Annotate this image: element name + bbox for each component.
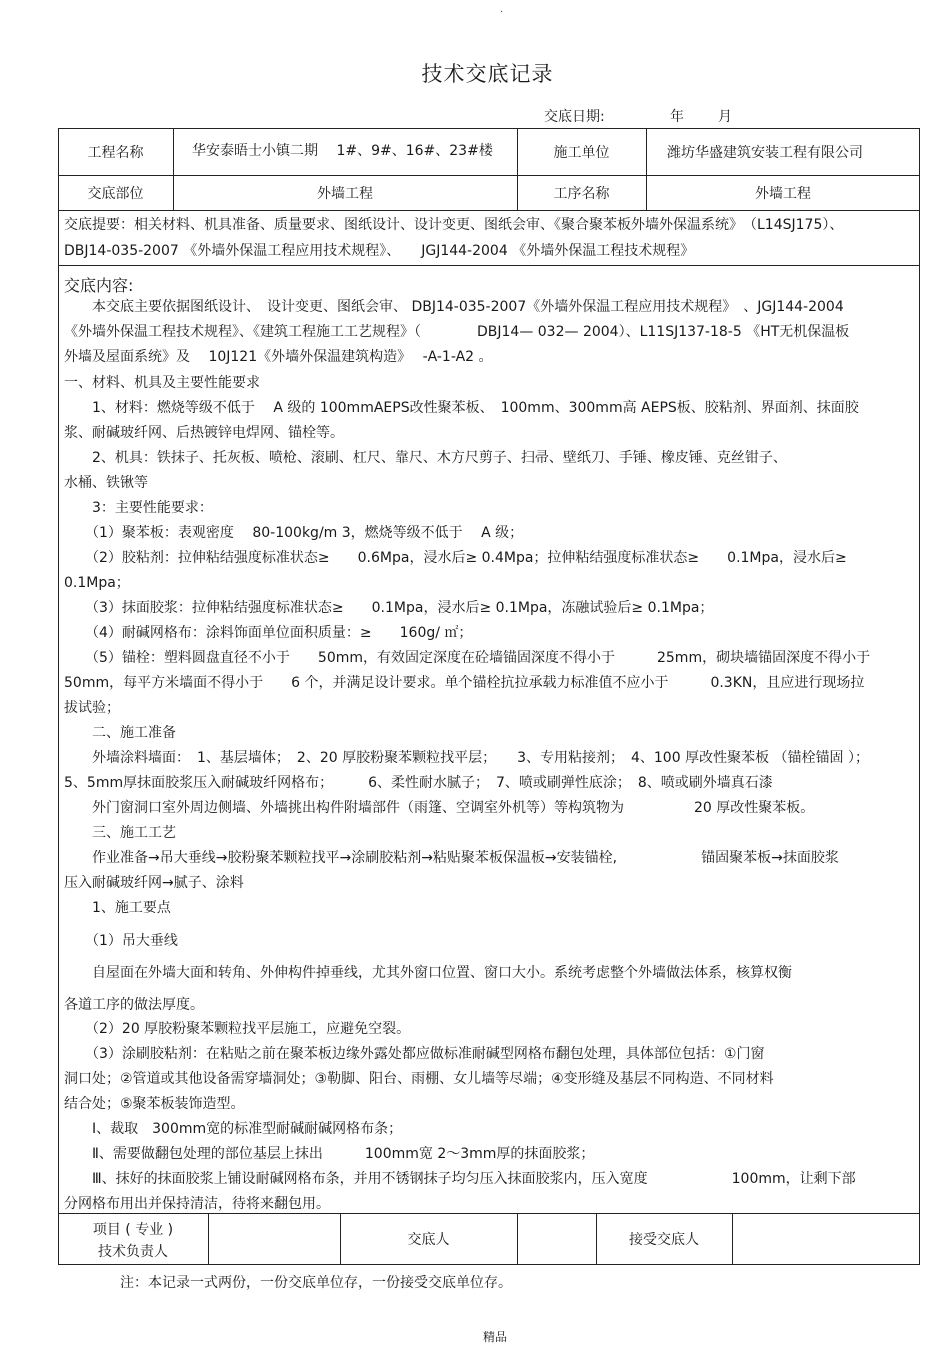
content-line: 三、施工工艺 bbox=[64, 825, 176, 841]
row-divider bbox=[58, 210, 920, 211]
content-line: （3）抹面胶浆：拉伸粘结强度标准状态≥ 0.1Mpa，浸水后≥ 0.1Mpa，冻融试验后≥ 0.1Mpa； bbox=[64, 600, 714, 616]
content-line: 拔试验； bbox=[64, 700, 120, 716]
content-line: Ⅲ、抹好的抹面胶浆上铺设耐碱网格布条，并用不锈钢抹子均匀压入抹面胶浆内，压入宽度 100mm，让剩下部 bbox=[64, 1171, 856, 1187]
content-line: （1）吊大垂线 bbox=[64, 933, 178, 949]
summary-line: DBJ14-035-2007 《外墙外保温工程应用技术规程》、 JGJ144-2004 《外墙外保温工程技术规程》 bbox=[64, 243, 695, 259]
content-line: 水桶、铁锹等 bbox=[64, 475, 148, 491]
content-line: （2）20 厚胶粉聚苯颗粒找平层施工，应避免空裂。 bbox=[64, 1021, 411, 1037]
content-line: （2）胶粘剂：拉伸粘结强度标准状态≥ 0.6Mpa，浸水后≥ 0.4Mpa；拉伸粘结强度标准状态≥ 0.1Mpa，浸水后≥ bbox=[64, 550, 847, 566]
content-line: 浆、耐碱玻纤网、后热镀锌电焊网、锚栓等。 bbox=[64, 425, 344, 441]
content-line: 自屋面在外墙大面和转角、外伸构件掉垂线，尤其外窗口位置、窗口大小。系统考虑整个外墙做法体系，核算权衡 bbox=[64, 965, 792, 981]
content-line: 压入耐碱玻纤网→腻子、涂料 bbox=[64, 875, 244, 891]
document-title: 技术交底记录 bbox=[421, 62, 554, 86]
content-line: （5）锚栓：塑料圆盘直径不小于 50mm，有效固定深度在砼墙锚固深度不得小于 25mm，砌块墙锚固深度不得小于 bbox=[64, 650, 871, 666]
receiver-label: 接受交底人 bbox=[629, 1232, 699, 1248]
project-name-label: 工程名称 bbox=[87, 144, 144, 161]
content-line: （3）涂刷胶粘剂：在粘贴之前在聚苯板边缘外露处都应做标准耐碱型网格布翻包处理，具体部位包括：①门窗 bbox=[64, 1046, 765, 1062]
disclosure-part-label: 交底部位 bbox=[87, 185, 144, 202]
content-line: 3：主要性能要求： bbox=[64, 500, 213, 516]
content-line: 外墙及屋面系统》及 10J121《外墙外保温建筑构造》 -A-1-A2 。 bbox=[64, 349, 493, 365]
construction-unit-value: 潍坊华盛建筑安装工程有限公司 bbox=[667, 144, 863, 161]
receiver-signature-field[interactable] bbox=[732, 1213, 920, 1265]
disclosure-part-value: 外墙工程 bbox=[317, 185, 373, 202]
process-name-label: 工序名称 bbox=[553, 185, 610, 202]
content-line: 外墙涂料墙面： 1、基层墙体； 2、20 厚胶粉聚苯颗粒找平层； 3、专用粘接剂； 4、100 厚改性聚苯板 （锚栓锚固 ）； bbox=[64, 750, 869, 766]
content-line: 1、施工要点 bbox=[64, 900, 171, 916]
content-line: （4）耐碱网格布：涂料饰面单位面积质量：≥ 160g/ ㎡； bbox=[64, 625, 473, 641]
tech-leader-signature-field[interactable] bbox=[208, 1213, 340, 1265]
date-year-label: 年 bbox=[670, 109, 684, 125]
content-line: 《外墙外保温工程技术规程》、《建筑工程施工工艺规程》（ DBJ14— 032— 2004）、L11SJ137-18-5 《HT无机保温板 bbox=[64, 324, 850, 340]
summary-line: 交底提要：相关材料、机具准备、质量要求、图纸设计、设计变更、图纸会审、《聚合聚苯板外墙外保温系统》 （L14SJ175）、 bbox=[64, 217, 844, 233]
content-line: 结合处；⑤聚苯板装饰造型。 bbox=[64, 1096, 245, 1112]
content-line: 分网格布用出并保持清洁，待将来翻包用。 bbox=[64, 1196, 330, 1212]
content-line: Ⅱ、需要做翻包处理的部位基层上抹出 100mm宽 2～3mm厚的抹面胶浆； bbox=[64, 1146, 595, 1162]
content-line: 本交底主要依据图纸设计、 设计变更、图纸会审、 DBJ14-035-2007《外墙外保温工程应用技术规程》 、JGJ144-2004 bbox=[64, 299, 844, 315]
project-name-value: 华安泰晤士小镇二期 1#、9#、16#、23#楼 bbox=[192, 142, 493, 159]
content-heading: 交底内容: bbox=[64, 276, 134, 295]
discloser-label: 交底人 bbox=[407, 1232, 450, 1248]
record-note: 注：本记录一式两份，一份交底单位存，一份接受交底单位存。 bbox=[120, 1275, 512, 1291]
row-divider bbox=[58, 265, 920, 266]
content-line: 50mm，每平方米墙面不得小于 6 个，并满足设计要求。单个锚栓抗拉承载力标准值不应小于 0.3KN，且应进行现场拉 bbox=[64, 675, 865, 691]
construction-unit-label: 施工单位 bbox=[553, 144, 610, 161]
content-line: 洞口处；②管道或其他设备需穿墙洞处；③勒脚、阳台、雨棚、女儿墙等尽端；④变形缝及基层不同构造、不同材料 bbox=[64, 1071, 774, 1087]
content-line: 作业准备→吊大垂线→胶粉聚苯颗粒找平→涂刷胶粘剂→粘贴聚苯板保温板→安装锚栓, 锚固聚苯板→抹面胶浆 bbox=[64, 850, 839, 866]
content-line: 0.1Mpa； bbox=[64, 575, 130, 591]
tech-leader-label: 项目 ( 专业 ) bbox=[92, 1222, 174, 1238]
content-line: 一、材料、机具及主要性能要求 bbox=[64, 375, 260, 391]
top-dot-mark: . bbox=[500, 4, 504, 15]
footer-text: 精品 bbox=[482, 1330, 507, 1344]
process-name-value: 外墙工程 bbox=[755, 185, 811, 202]
date-month-label: 月 bbox=[718, 109, 732, 125]
tech-leader-label: 技术负责人 bbox=[98, 1244, 168, 1260]
content-line: 2、机具：铁抹子、托灰板、喷枪、滚刷、杠尺、靠尺、木方尺剪子、扫帚、壁纸刀、手锤、橡皮锤、克丝钳子、 bbox=[64, 450, 787, 466]
discloser-signature-field[interactable] bbox=[517, 1213, 596, 1265]
content-line: 二、施工准备 bbox=[64, 725, 176, 741]
content-line: 外门窗洞口室外周边侧墙、外墙挑出构件附墙部件（雨篷、空调室外机等）等构筑物为 20 厚改性聚苯板。 bbox=[64, 800, 815, 816]
content-line: Ⅰ、裁取 300mm宽的标准型耐碱耐碱网格布条； bbox=[64, 1121, 403, 1137]
content-line: 5、5mm厚抹面胶浆压入耐碱玻纤网格布； 6、柔性耐水腻子； 7、喷或刷弹性底涂； 8、喷或刷外墙真石漆 bbox=[64, 775, 773, 791]
content-line: 1、材料：燃烧等级不低于 A 级的 100mmAEPS改性聚苯板、 100mm、300mm高 AEPS板、胶粘剂、界面剂、抹面胶 bbox=[64, 400, 859, 416]
date-label: 交底日期: bbox=[544, 109, 605, 125]
content-line: 各道工序的做法厚度。 bbox=[64, 997, 204, 1013]
content-line: （1）聚苯板：表观密度 80-100kg/m 3，燃烧等级不低于 A 级； bbox=[64, 525, 524, 541]
